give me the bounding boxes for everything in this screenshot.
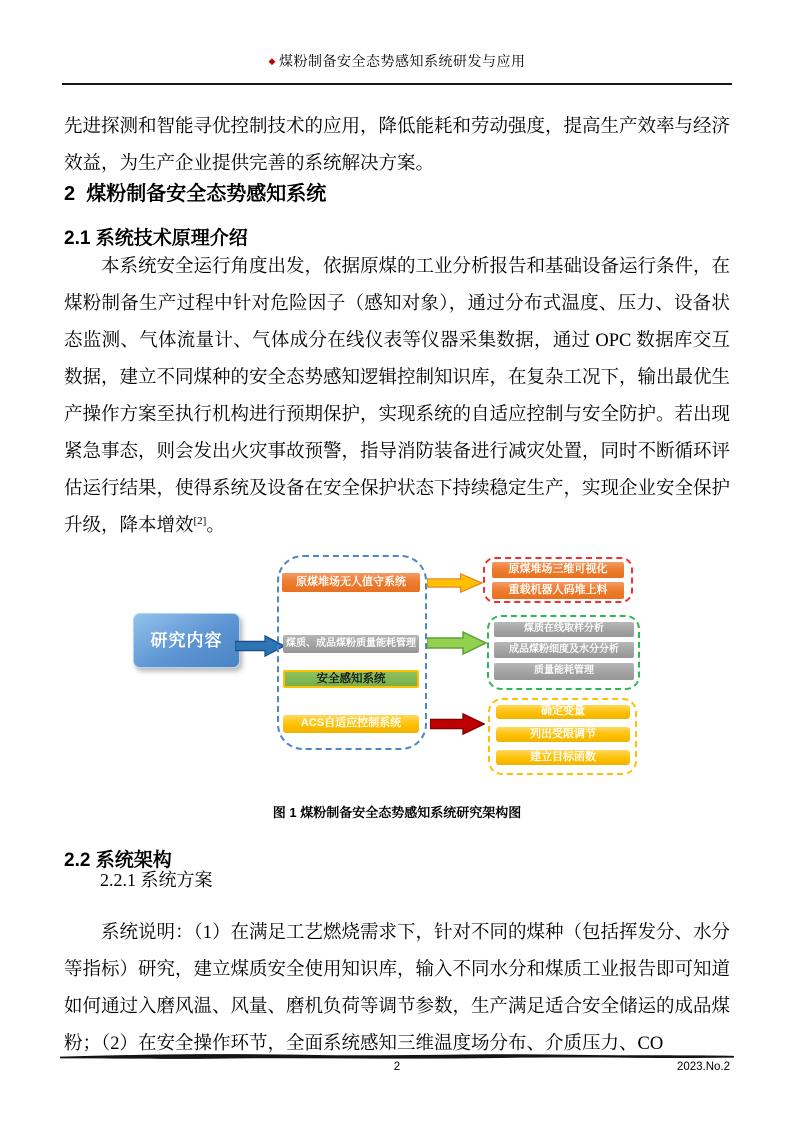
header-title: 煤粉制备安全态势感知系统研发与应用 <box>278 55 526 70</box>
yellow-arrow-icon <box>427 573 483 593</box>
footer-rule <box>60 1052 734 1061</box>
figure-node-define-variables: 确定变量 <box>496 705 630 719</box>
figure-node-robot-stacking: 重载机器人码堆上料 <box>492 582 624 599</box>
citation-ref-2: [2] <box>193 514 207 527</box>
section-heading-2: 2 煤粉制备安全态势感知系统 <box>64 182 327 205</box>
figure-node-objective-function: 建立目标函数 <box>496 750 630 765</box>
page-header <box>64 51 730 71</box>
green-arrow-icon <box>427 631 487 655</box>
figure-node-3d-visualization: 原煤堆场三维可视化 <box>492 562 624 578</box>
footer-page-number: 2 <box>393 1061 401 1073</box>
paragraph-intro: 先进探测和智能寻优控制技术的应用，降低能耗和劳动强度，提高生产效率与经济效益，为生产企业提供完善的系统解决方案。 <box>64 116 731 174</box>
figure-node-limited-adjustment: 列出受限调节 <box>496 727 630 742</box>
red-arrow-icon <box>430 713 485 735</box>
paragraph-principle-text: 本系统安全运行角度出发，依据原煤的工业分析报告和基础设备运行条件，在煤粉制备生产过程中针对危险因子（感知对象），通过分布式温度、压力、设备状态监测、气体流量计、气体成分在线仪表等仪器采集数据，通过 OPC 数据库交互数据，建立不同煤种的安全态势感知逻辑控制知识库，在复杂工况下，输出最优生产操作方案至执行机构进行预期保护，实现系统的自适应控制与安全防护。若出现紧急事态，则会发出火灾事故预警，指导消防装备进行减灾处置，同时不断循环评估运行结果，使得系统及设备在安全保护状态下持续稳定生产，实现企业安全保护升级，降本增效 <box>64 256 731 536</box>
footer-issue-label: 2023.No.2 <box>676 1061 730 1073</box>
subsection-heading-2-1: 2.1 系统技术原理介绍 <box>64 228 248 249</box>
figure-root-node: 研究内容 <box>133 613 240 668</box>
figure-architecture-diagram <box>64 550 730 800</box>
figure-node-unattended-yard: 原煤堆场无人值守系统 <box>282 573 420 592</box>
paragraph-system-description: 系统说明：（1）在满足工艺燃烧需求下，针对不同的煤种（包括挥发分、水分等指标）研究，建立煤质安全使用知识库，输入不同水分和煤质工业报告即可知道如何通过入磨风温、风量、磨机负荷等调节参数，生产满足适合安全储运的成品煤粉；（2）在安全操作环节，全面系统感知三维温度场分布、介质压力、CO <box>64 922 731 1054</box>
subsection-heading-2-2-1: 2.2.1 系统方案 <box>100 870 213 890</box>
figure-node-acs-control: ACS自适应控制系统 <box>283 715 419 733</box>
figure-node-safety-awareness: 安全感知系统 <box>283 670 419 688</box>
figure-node-energy-management: 质量能耗管理 <box>494 663 634 680</box>
figure-caption: 图 1 煤粉制备安全态势感知系统研究架构图 <box>272 805 522 820</box>
paragraph-principle-tail: 。 <box>206 515 225 536</box>
header-diamond-icon: ◆ <box>268 56 276 66</box>
header-rule <box>62 83 732 85</box>
figure-node-quality-energy: 煤质、成品煤粉质量能耗管理 <box>283 635 419 653</box>
figure-node-online-sampling: 煤质在线取样分析 <box>494 622 634 637</box>
paragraph-principle <box>64 249 730 545</box>
figure-node-fineness-moisture: 成品煤粉细度及水分分析 <box>494 642 634 658</box>
subsection-heading-2-2: 2.2 系统架构 <box>64 850 172 871</box>
